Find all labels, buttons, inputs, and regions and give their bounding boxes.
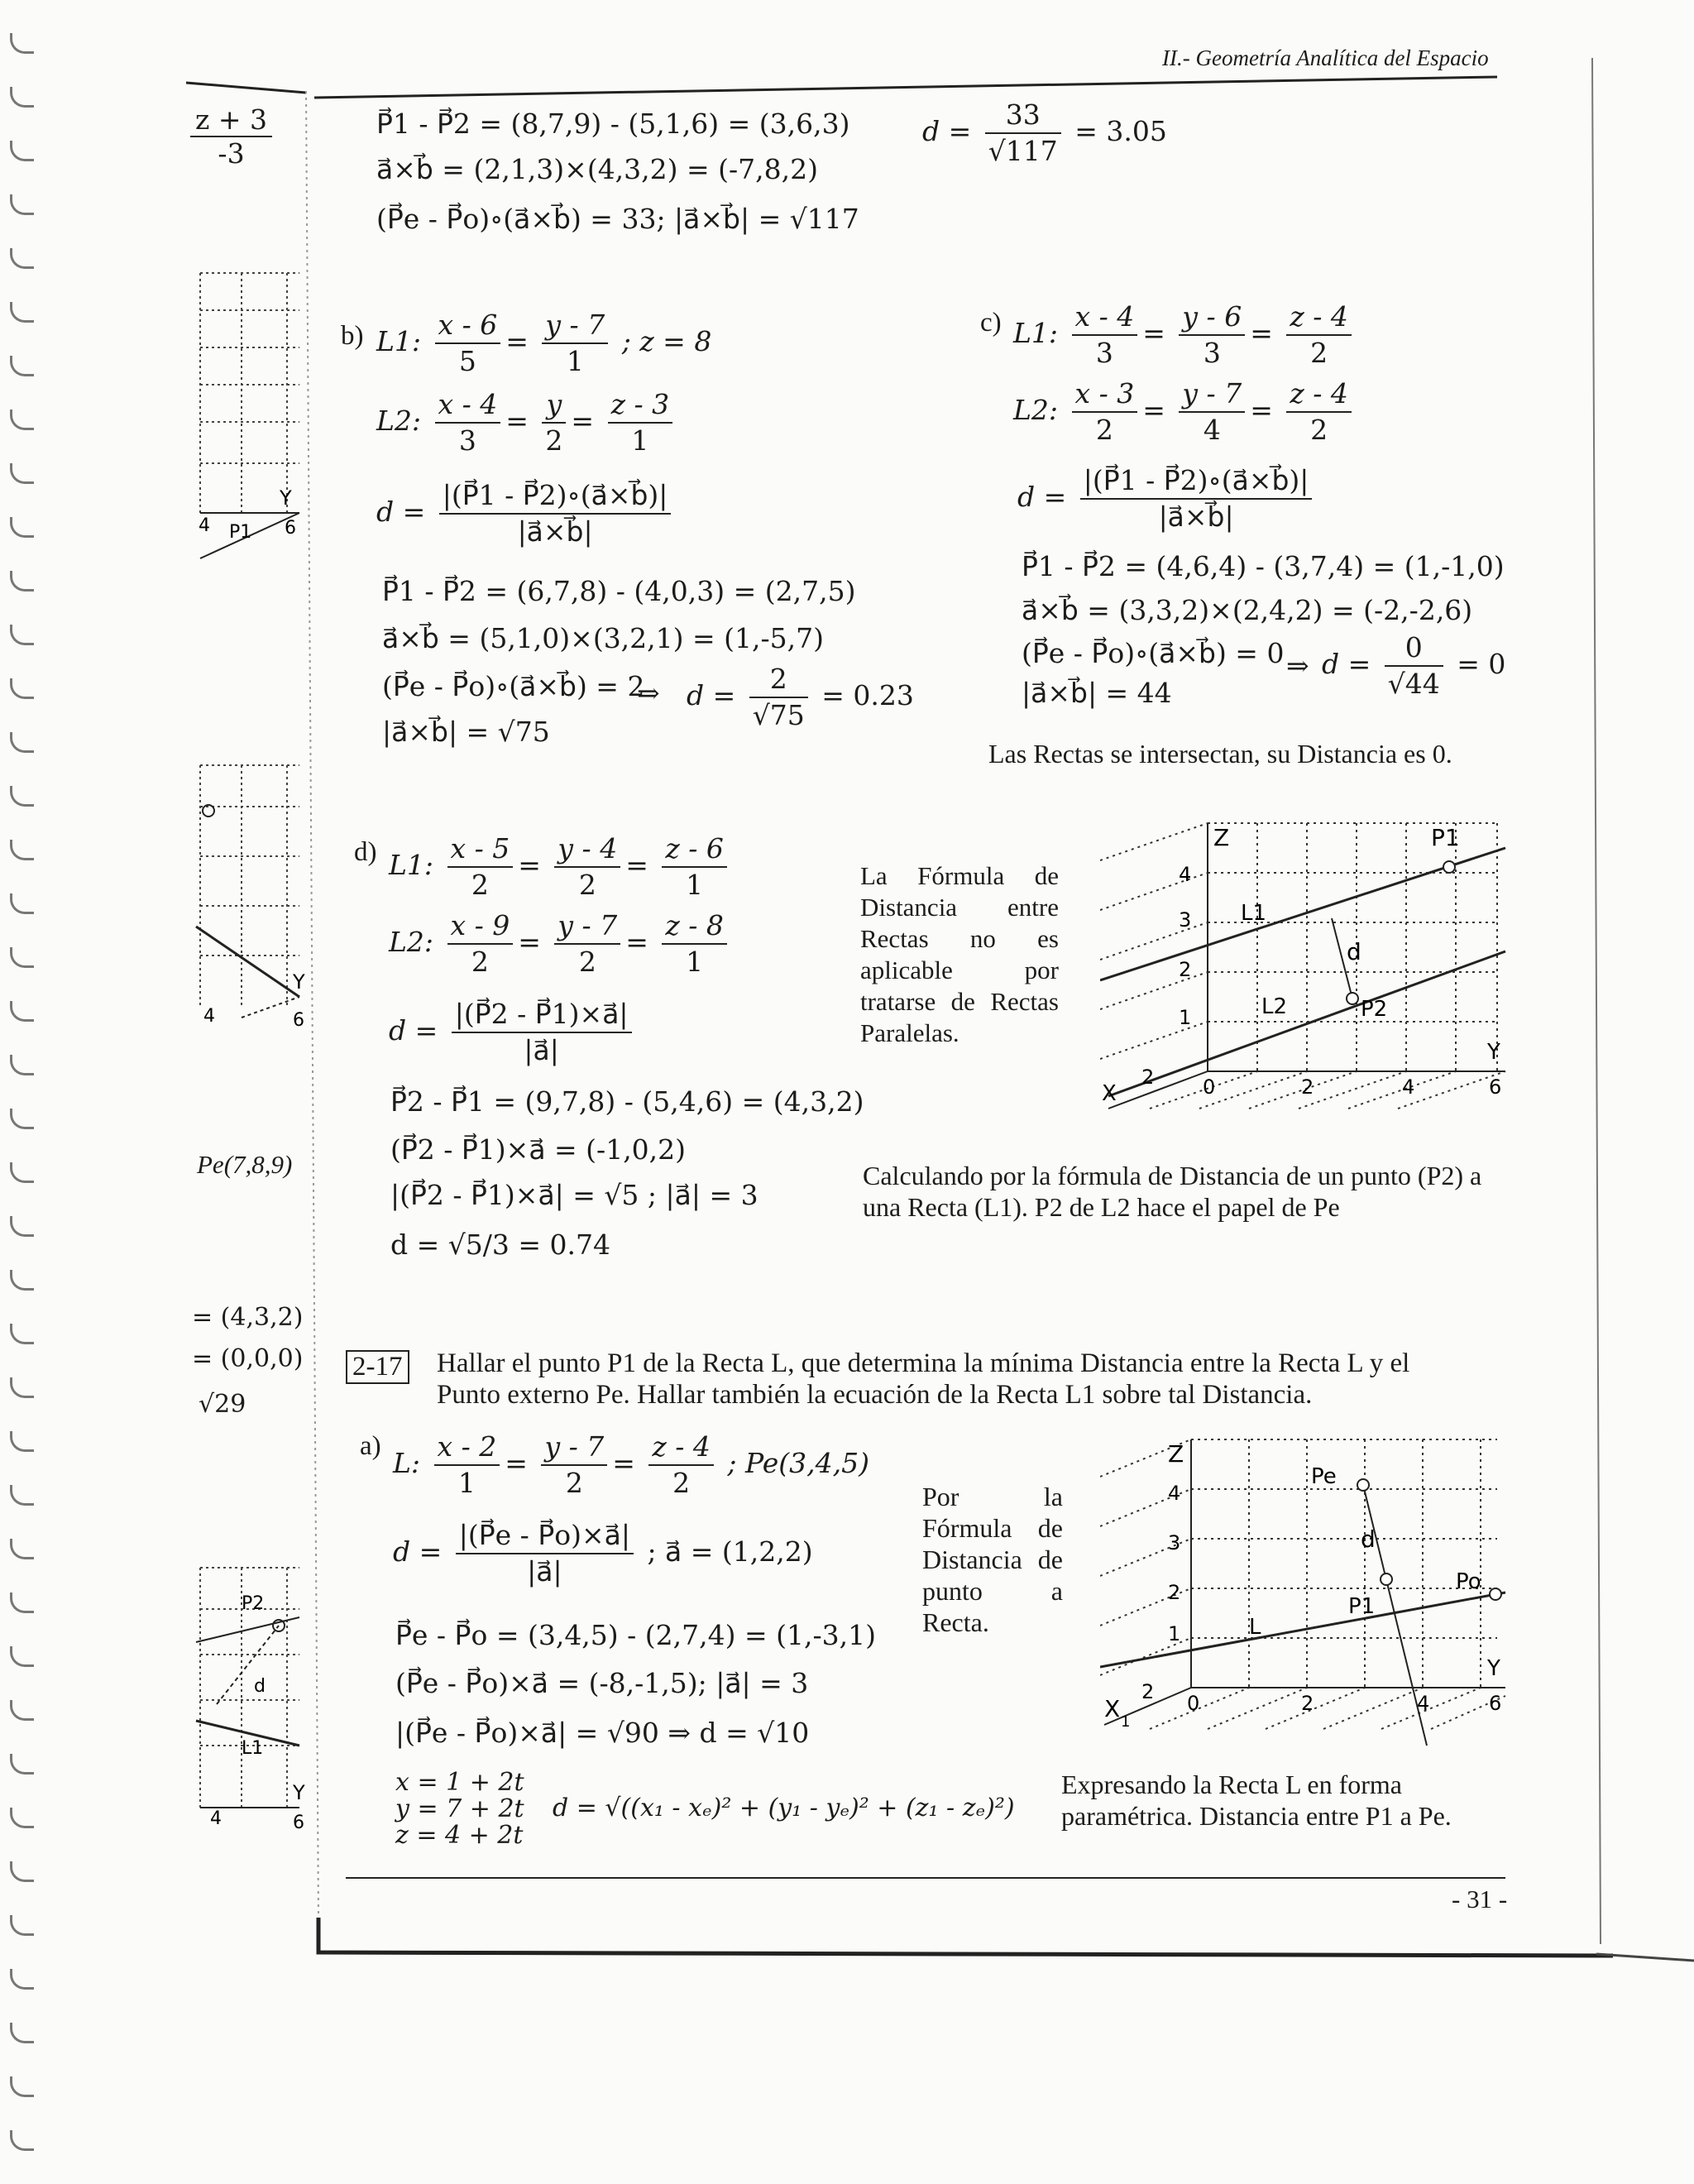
c-L2-d1: 2 bbox=[1095, 414, 1113, 446]
b-line-1: P⃗1 - P⃗2 = (6,7,8) - (4,0,3) = (2,7,5) bbox=[382, 575, 856, 607]
c-L1-n2: y - 6 bbox=[1179, 299, 1245, 336]
b-line-2: a⃗×b⃗ = (5,1,0)×(3,2,1) = (1,-5,7) bbox=[382, 622, 825, 654]
b-L1-n2: y - 7 bbox=[542, 308, 608, 344]
a-param-x: x = 1 + 2t bbox=[395, 1768, 524, 1797]
c-L1-name: L1: bbox=[1013, 317, 1059, 349]
a-graph-z: Z bbox=[1168, 1440, 1184, 1468]
d-L1-n1: x - 5 bbox=[447, 831, 514, 868]
d-L2-d3: 1 bbox=[686, 946, 704, 978]
c-r-lhs: d = bbox=[1322, 648, 1371, 680]
b-line-3: (P⃗e - P⃗o)∘(a⃗×b⃗) = 2 bbox=[382, 670, 645, 702]
a-d-numerator: |(P⃗e - P⃗o)×a⃗| bbox=[456, 1518, 634, 1554]
a-graph-0: 0 bbox=[1187, 1692, 1200, 1715]
c-line-L1: L1: $\frac{x - 4}{3}$ = $\frac{y - 6}{3}$ = $\frac{z - 4}{2}$ bbox=[1013, 299, 1357, 371]
a-L-n3: z - 4 bbox=[648, 1430, 714, 1466]
b-d-lhs: d = bbox=[376, 496, 426, 528]
margin-g3-d: d bbox=[254, 1676, 266, 1697]
a-param-y: y = 7 + 2t bbox=[395, 1794, 524, 1823]
c-L1-d3: 2 bbox=[1310, 337, 1328, 369]
a-L-d2: 2 bbox=[565, 1467, 583, 1499]
top-d-value: = 3.05 bbox=[1074, 115, 1167, 147]
c-result bbox=[1322, 630, 1505, 702]
a-line-L: L: $\frac{x - 2}{1}$ = $\frac{y - 7}{2}$ = $\frac{z - 4}{2}$ ; Pe(3,4,5) bbox=[393, 1430, 869, 1499]
b-L1-d2: 1 bbox=[566, 345, 584, 377]
d-graph-1: 1 bbox=[1179, 1006, 1192, 1029]
margin-graph-1 bbox=[192, 265, 308, 571]
running-header: II.- Geometría Analítica del Espacio bbox=[1162, 46, 1489, 70]
margin-graph-2 bbox=[192, 757, 308, 1071]
d-distance-formula bbox=[389, 997, 637, 1068]
b-L2-n3: z - 3 bbox=[608, 387, 673, 424]
problem-statement-1: Hallar el punto P1 de la Recta L, que determina la mínima Distancia entre la Recta L y el bbox=[437, 1348, 1410, 1378]
d-graph-b2: 2 bbox=[1301, 1075, 1314, 1099]
a-graph-3: 3 bbox=[1168, 1531, 1181, 1554]
top-distance-result bbox=[922, 98, 1167, 169]
d-graph-2: 2 bbox=[1179, 958, 1192, 981]
c-L2-name: L2: bbox=[1013, 394, 1059, 426]
part-d-label: d) bbox=[354, 837, 377, 867]
c-L1-d1: 3 bbox=[1095, 337, 1113, 369]
d-d-lhs: d = bbox=[389, 1014, 438, 1046]
d-line-4: d = √5/3 = 0.74 bbox=[390, 1228, 610, 1261]
a-graph-x: X bbox=[1104, 1695, 1121, 1722]
margin-fraction bbox=[190, 103, 272, 170]
top-d-denominator: √117 bbox=[988, 135, 1058, 167]
margin-g3-4: 4 bbox=[210, 1808, 222, 1829]
d-graph-l1: L1 bbox=[1241, 901, 1267, 926]
d-graph-y: Y bbox=[1487, 1040, 1500, 1065]
d-L2-n2: y - 7 bbox=[554, 908, 620, 945]
a-side-note: Por la Fórmula de Distancia de punto a Recta. bbox=[922, 1482, 1063, 1637]
margin-g2-6: 6 bbox=[293, 1010, 304, 1031]
d-L2-n1: x - 9 bbox=[447, 908, 514, 945]
c-d-lhs: d = bbox=[1017, 481, 1067, 513]
margin-g1-6: 6 bbox=[285, 518, 296, 539]
c-r-value: = 0 bbox=[1457, 648, 1506, 680]
a-graph-b6: 6 bbox=[1489, 1692, 1502, 1715]
b-L2-n1: x - 4 bbox=[435, 387, 501, 424]
d-line-L1: L1: $\frac{x - 5}{2}$ = $\frac{y - 4}{2}$ = $\frac{z - 6}{1}$ bbox=[389, 831, 732, 903]
a-line-1: P⃗e - P⃗o = (3,4,5) - (2,7,4) = (1,-3,1) bbox=[395, 1619, 877, 1651]
b-result bbox=[687, 662, 914, 733]
problem-statement-2: Punto externo Pe. Hallar también la ecuación de la Recta L1 sobre tal Distancia. bbox=[437, 1380, 1313, 1410]
b-L2-d3: 1 bbox=[631, 424, 649, 457]
margin-frac-denominator: -3 bbox=[218, 137, 245, 170]
d-L2-d1: 2 bbox=[471, 946, 489, 978]
c-L2-n2: y - 7 bbox=[1179, 376, 1245, 413]
part-b-label: b) bbox=[341, 321, 364, 351]
b-line-L1: L1: $\frac{x - 6}{5}$ = $\frac{y - 7}{1}$ ; z = 8 bbox=[376, 309, 712, 377]
a-distance-formula bbox=[393, 1518, 813, 1589]
a-L-d3: 2 bbox=[672, 1467, 691, 1499]
margin-graph-3 bbox=[192, 1559, 308, 1832]
margin-frac-numerator: z + 3 bbox=[190, 103, 272, 137]
c-line-3: (P⃗e - P⃗o)∘(a⃗×b⃗) = 0 bbox=[1022, 637, 1285, 669]
margin-pe-label: Pe(7,8,9) bbox=[197, 1150, 293, 1179]
a-L-name: L: bbox=[393, 1447, 421, 1479]
a-param-z: z = 4 + 2t bbox=[395, 1821, 524, 1850]
b-L2-n2: y bbox=[542, 387, 566, 424]
a-graph-po: Po bbox=[1456, 1569, 1481, 1594]
b-L1-d1: 5 bbox=[458, 345, 476, 377]
d-L1-d2: 2 bbox=[578, 869, 596, 901]
c-L2-n1: x - 3 bbox=[1072, 376, 1138, 413]
page-number: - 31 - bbox=[1452, 1885, 1508, 1913]
d-graph-3: 3 bbox=[1179, 908, 1192, 932]
c-line-L2: L2: $\frac{x - 3}{2}$ = $\frac{y - 7}{4}$ = $\frac{z - 4}{2}$ bbox=[1013, 376, 1357, 448]
b-d-numerator: |(P⃗1 - P⃗2)∘(a⃗×b⃗)| bbox=[439, 478, 672, 515]
d-graph-0: 0 bbox=[1203, 1075, 1216, 1099]
d-L1-d1: 2 bbox=[471, 869, 489, 901]
d-graph-x2: 2 bbox=[1141, 1066, 1155, 1089]
a-graph-x1: 1 bbox=[1121, 1713, 1131, 1731]
d-graph-b4: 4 bbox=[1402, 1075, 1415, 1099]
c-line-1: P⃗1 - P⃗2 = (4,6,4) - (3,7,4) = (1,-1,0) bbox=[1022, 550, 1505, 582]
margin-g1-y: Y bbox=[280, 486, 292, 510]
b-L2-name: L2: bbox=[376, 405, 422, 437]
c-r-numerator: 0 bbox=[1385, 630, 1443, 667]
d-line-2: (P⃗2 - P⃗1)×a⃗ = (-1,0,2) bbox=[390, 1133, 687, 1166]
top-d-lhs: d = bbox=[922, 115, 972, 147]
problem-number-box: 2-17 bbox=[346, 1350, 409, 1384]
part-c-label: c) bbox=[980, 308, 1002, 338]
margin-g3-p2: P2 bbox=[242, 1593, 265, 1614]
d-graph-d: d bbox=[1347, 938, 1361, 965]
c-r-denominator: √44 bbox=[1387, 668, 1440, 700]
c-d-denominator: |a⃗×b⃗| bbox=[1158, 500, 1234, 533]
d-L2-d2: 2 bbox=[578, 946, 596, 978]
d-graph-p2: P2 bbox=[1361, 997, 1388, 1022]
a-line-2: (P⃗e - P⃗o)×a⃗ = (-8,-1,5); |a⃗| = 3 bbox=[395, 1667, 809, 1699]
a-graph-l: L bbox=[1249, 1615, 1261, 1640]
d-graph bbox=[1100, 811, 1530, 1125]
c-line-2: a⃗×b⃗ = (3,3,2)×(2,4,2) = (-2,-2,6) bbox=[1022, 594, 1473, 626]
a-line-3: |(P⃗e - P⃗o)×a⃗| = √90 ⇒ d = √10 bbox=[395, 1717, 810, 1749]
d-L1-name: L1: bbox=[389, 849, 434, 881]
b-L2-d2: 2 bbox=[545, 424, 563, 457]
a-graph-2: 2 bbox=[1168, 1581, 1181, 1604]
a-graph-pe: Pe bbox=[1311, 1464, 1337, 1489]
a-L-pe: ; Pe(3,4,5) bbox=[727, 1447, 869, 1479]
margin-g1-4: 4 bbox=[199, 515, 210, 536]
b-line-L2: L2: $\frac{x - 4}{3}$ = $\frac{y}{2}$ = $\frac{z - 3}{1}$ bbox=[376, 387, 677, 458]
b-r-lhs: d = bbox=[687, 679, 736, 711]
d-L2-n3: z - 8 bbox=[662, 908, 727, 945]
b-r-denominator: √75 bbox=[752, 699, 805, 731]
c-L1-d2: 3 bbox=[1203, 337, 1221, 369]
top-line-1: P⃗1 - P⃗2 = (8,7,9) - (5,1,6) = (3,6,3) bbox=[376, 108, 850, 140]
c-L2-n3: z - 4 bbox=[1286, 376, 1352, 413]
d-d-numerator: |(P⃗2 - P⃗1)×a⃗| bbox=[452, 997, 632, 1033]
a-graph-x2: 2 bbox=[1141, 1680, 1155, 1703]
top-line-3: (P⃗e - P⃗o)∘(a⃗×b⃗) = 33; |a⃗×b⃗| = √117 bbox=[376, 203, 859, 235]
a-graph-b4: 4 bbox=[1417, 1692, 1430, 1715]
d-line-L2: L2: $\frac{x - 9}{2}$ = $\frac{y - 7}{2}$ = $\frac{z - 8}{1}$ bbox=[389, 908, 732, 979]
a-graph-4: 4 bbox=[1168, 1482, 1181, 1505]
margin-eq3: √29 bbox=[199, 1390, 246, 1419]
margin-g2-y: Y bbox=[293, 970, 305, 994]
a-vector: ; a⃗ = (1,2,2) bbox=[647, 1535, 813, 1568]
d-d-denominator: |a⃗| bbox=[524, 1034, 559, 1066]
margin-g2-4: 4 bbox=[203, 1006, 215, 1027]
d-graph-p1: P1 bbox=[1431, 824, 1460, 851]
c-conclusion: Las Rectas se intersectan, su Distancia es 0. bbox=[988, 739, 1452, 769]
c-L2-d2: 4 bbox=[1203, 414, 1221, 446]
d-calc-note: Calculando por la fórmula de Distancia de un punto (P2) a una Recta (L1). P2 de L2 hace el papel de Pe bbox=[863, 1161, 1482, 1222]
b-r-value: = 0.23 bbox=[821, 679, 914, 711]
d-graph-z: Z bbox=[1213, 824, 1230, 851]
d-graph-4: 4 bbox=[1179, 863, 1192, 886]
b-d-denominator: |a⃗×b⃗| bbox=[517, 515, 593, 548]
c-L1-n1: x - 4 bbox=[1072, 299, 1138, 336]
a-L-n2: y - 7 bbox=[541, 1430, 607, 1466]
d-L1-n2: y - 4 bbox=[554, 831, 620, 868]
a-d-denominator: |a⃗| bbox=[527, 1555, 562, 1588]
c-line-4: |a⃗×b⃗| = 44 bbox=[1022, 677, 1172, 709]
d-L1-d3: 1 bbox=[686, 869, 704, 901]
a-graph-b2: 2 bbox=[1301, 1692, 1314, 1715]
a-graph-d: d bbox=[1361, 1525, 1376, 1553]
margin-eq2: = (0,0,0) bbox=[192, 1344, 304, 1373]
c-arrow: ⇒ bbox=[1286, 649, 1309, 682]
c-distance-formula bbox=[1017, 463, 1317, 534]
d-graph-l2: L2 bbox=[1261, 994, 1288, 1019]
b-L1-n1: x - 6 bbox=[435, 308, 501, 344]
b-line-4: |a⃗×b⃗| = √75 bbox=[382, 716, 550, 748]
margin-g1-p1: P1 bbox=[229, 522, 252, 543]
b-L1-tail: ; z = 8 bbox=[621, 325, 712, 357]
d-line-1: P⃗2 - P⃗1 = (9,7,8) - (5,4,6) = (4,3,2) bbox=[390, 1085, 864, 1118]
b-distance-formula bbox=[376, 478, 676, 549]
a-graph-y: Y bbox=[1487, 1656, 1500, 1681]
a-graph bbox=[1100, 1427, 1530, 1758]
d-L2-name: L2: bbox=[389, 926, 434, 958]
a-d-lhs: d = bbox=[393, 1535, 443, 1568]
top-line-2: a⃗×b⃗ = (2,1,3)×(4,3,2) = (-7,8,2) bbox=[376, 153, 819, 185]
b-arrow: ⇒ bbox=[637, 677, 660, 709]
margin-g3-l1: L1 bbox=[242, 1738, 264, 1759]
a-graph-p1: P1 bbox=[1348, 1594, 1376, 1619]
margin-eq1: = (4,3,2) bbox=[192, 1303, 304, 1332]
c-L2-d3: 2 bbox=[1310, 414, 1328, 446]
margin-g3-6: 6 bbox=[293, 1813, 304, 1832]
b-L2-d1: 3 bbox=[458, 424, 476, 457]
d-note: La Fórmula de Distancia entre Rectas no es aplicable por tratarse de Rectas Paralelas. bbox=[860, 861, 1059, 1047]
a-graph-1: 1 bbox=[1168, 1622, 1181, 1645]
d-graph-b6: 6 bbox=[1489, 1075, 1502, 1099]
b-r-numerator: 2 bbox=[749, 662, 808, 698]
a-L-n1: x - 2 bbox=[434, 1430, 500, 1466]
a-distance-expression: d = √((x₁ - xₑ)² + (y₁ - yₑ)² + (z₁ - zₑ)²) bbox=[553, 1794, 1015, 1822]
d-line-3: |(P⃗2 - P⃗1)×a⃗| = √5 ; |a⃗| = 3 bbox=[390, 1179, 758, 1211]
a-expr-note: Expresando la Recta L en forma paramétrica. Distancia entre P1 a Pe. bbox=[1061, 1770, 1452, 1831]
a-L-d1: 1 bbox=[457, 1467, 476, 1499]
top-d-numerator: 33 bbox=[985, 98, 1061, 134]
d-graph-x: X bbox=[1102, 1081, 1117, 1106]
b-L1-name: L1: bbox=[376, 325, 422, 357]
d-L1-n3: z - 6 bbox=[662, 831, 727, 868]
c-d-numerator: |(P⃗1 - P⃗2)∘(a⃗×b⃗)| bbox=[1080, 463, 1313, 500]
part-a-label: a) bbox=[360, 1431, 381, 1461]
margin-g3-y: Y bbox=[293, 1781, 305, 1804]
c-L1-n3: z - 4 bbox=[1286, 299, 1352, 336]
